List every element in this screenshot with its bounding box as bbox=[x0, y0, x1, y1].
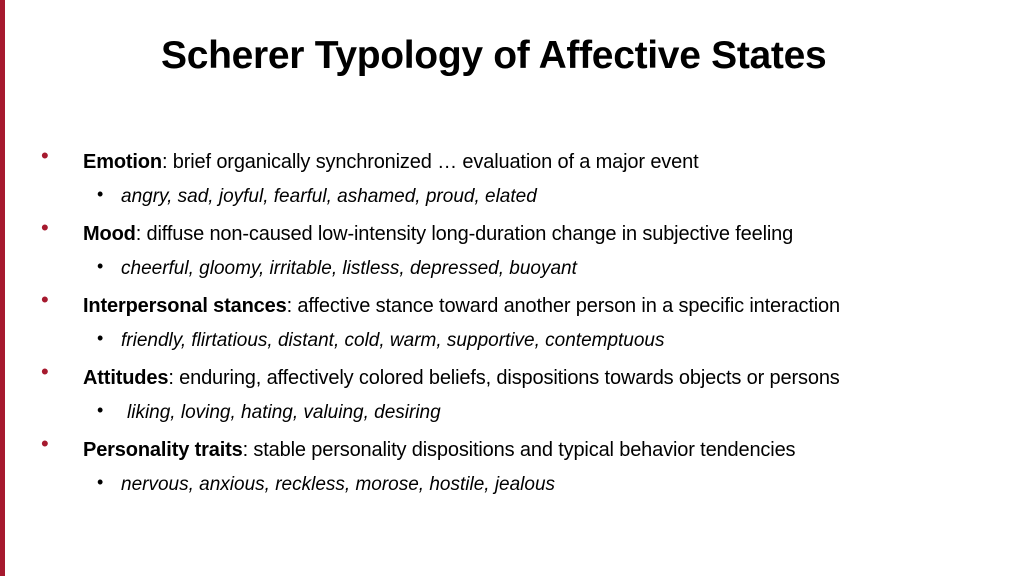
sub-bullet-icon: • bbox=[97, 256, 104, 276]
bullet-text bbox=[83, 294, 840, 318]
sub-bullet-item-emotion-examples bbox=[0, 180, 1024, 216]
bullet-item-interpersonal-stances bbox=[0, 288, 1024, 324]
bullet-icon: • bbox=[41, 359, 49, 384]
bullet-list bbox=[0, 144, 1024, 504]
bullet-icon: • bbox=[41, 287, 49, 312]
examples-text: nervous, anxious, reckless, morose, hostile, jealous bbox=[121, 474, 556, 495]
bullet-definition: : affective stance toward another person in a specific interaction bbox=[286, 295, 840, 317]
slide-title: Scherer Typology of Affective States bbox=[161, 34, 827, 77]
examples-text: cheerful, gloomy, irritable, listless, depressed, buoyant bbox=[121, 258, 577, 279]
examples-text: liking, loving, hating, valuing, desiring bbox=[127, 402, 441, 423]
sub-bullet-icon: • bbox=[97, 472, 104, 492]
bullet-item-personality-traits bbox=[0, 432, 1024, 468]
bullet-text bbox=[83, 438, 795, 462]
sub-bullet-item-attitudes-examples bbox=[0, 396, 1024, 432]
examples-text: friendly, flirtatious, distant, cold, warm, supportive, contemptuous bbox=[121, 330, 665, 351]
bullet-definition: : enduring, affectively colored beliefs, dispositions towards objects or persons bbox=[168, 367, 840, 389]
sub-bullet-icon: • bbox=[97, 184, 104, 204]
bullet-definition: : diffuse non-caused low-intensity long-duration change in subjective feeling bbox=[135, 223, 794, 245]
examples-text: angry, sad, joyful, fearful, ashamed, proud, elated bbox=[121, 186, 537, 207]
sub-bullet-icon: • bbox=[97, 400, 104, 420]
bullet-term: Interpersonal stances bbox=[83, 295, 287, 317]
bullet-item-attitudes bbox=[0, 360, 1024, 396]
bullet-text bbox=[83, 150, 699, 174]
bullet-item-emotion bbox=[0, 144, 1024, 180]
bullet-icon: • bbox=[41, 215, 49, 240]
bullet-definition: : stable personality dispositions and typical behavior tendencies bbox=[242, 439, 796, 461]
bullet-item-mood bbox=[0, 216, 1024, 252]
sub-bullet-icon: • bbox=[97, 328, 104, 348]
bullet-term: Emotion bbox=[83, 151, 162, 173]
sub-bullet-item-mood-examples bbox=[0, 252, 1024, 288]
bullet-text bbox=[83, 222, 793, 246]
bullet-term: Mood bbox=[83, 223, 136, 245]
bullet-term: Attitudes bbox=[83, 367, 169, 389]
bullet-text bbox=[83, 366, 840, 390]
bullet-definition: : brief organically synchronized … evaluation of a major event bbox=[161, 151, 699, 173]
bullet-icon: • bbox=[41, 143, 49, 168]
bullet-icon: • bbox=[41, 431, 49, 456]
bullet-term: Personality traits bbox=[83, 439, 243, 461]
sub-bullet-item-interpersonal-stances-examples bbox=[0, 324, 1024, 360]
sub-bullet-item-personality-traits-examples bbox=[0, 468, 1024, 504]
